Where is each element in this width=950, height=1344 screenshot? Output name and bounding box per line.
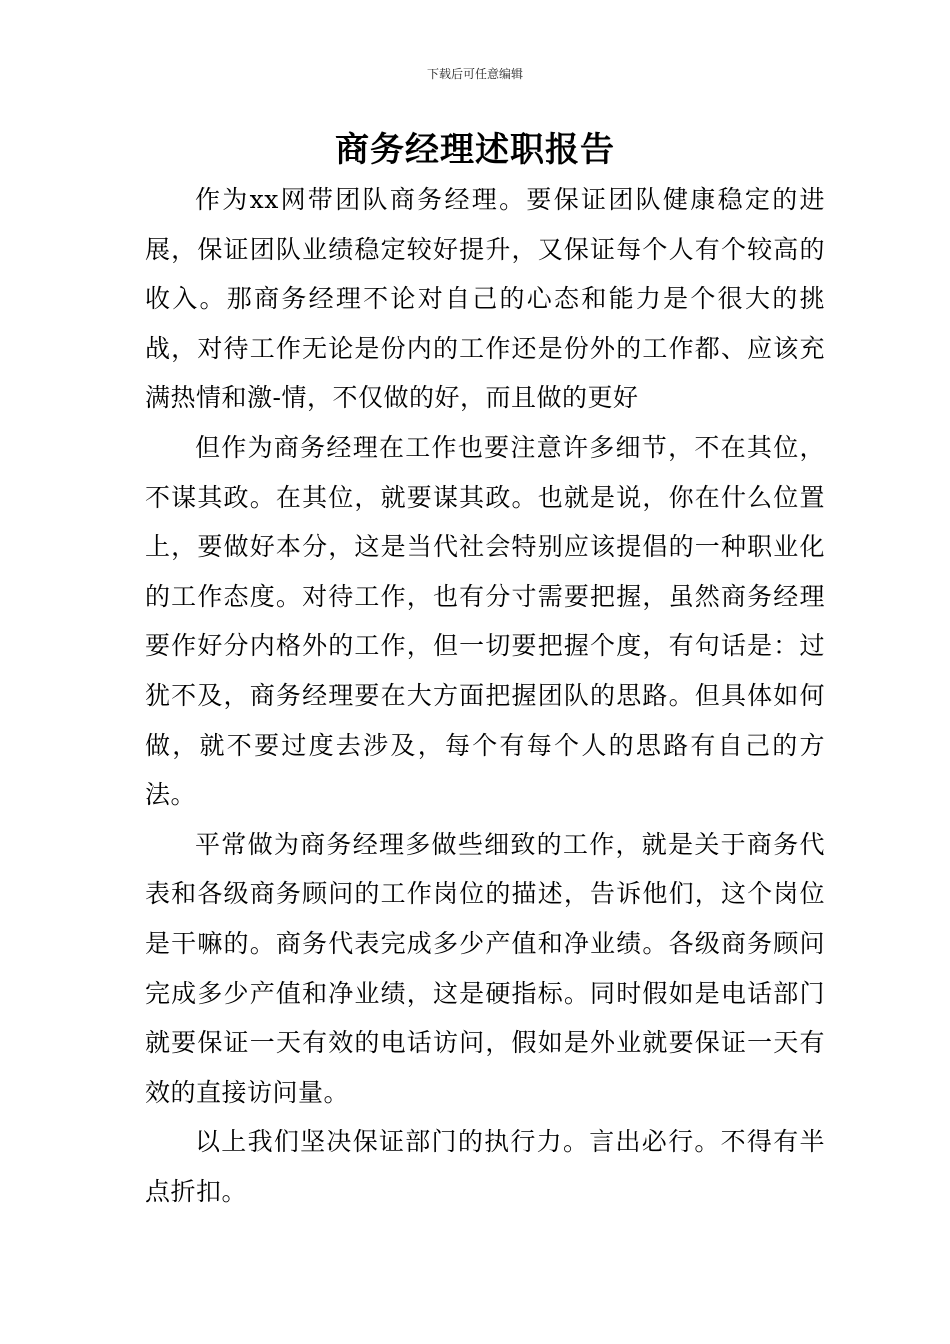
paragraph-1: 作为xx网带团队商务经理。要保证团队健康稳定的进展，保证团队业绩稳定较好提升，又保证每个人有个较高的收入。那商务经理不论对自己的心态和能力是个很大的挑战，对待工作无论是份内的工作还是份外的工作都、应该充满热情和激-情，不仅做的好，而且做的更好: [145, 185, 825, 413]
paragraph-4: 以上我们坚决保证部门的执行力。言出必行。不得有半点折扣。: [145, 1127, 825, 1206]
document-title: 商务经理述职报告: [335, 130, 615, 170]
document-body: [145, 175, 825, 1216]
paragraph-3: 平常做为商务经理多做些细致的工作，就是关于商务代表和各级商务顾问的工作岗位的描述，告诉他们，这个岗位是干嘛的。商务代表完成多少产值和净业绩。各级商务顾问完成多少产值和净业绩，这是硬指标。同时假如是电话部门就要保证一天有效的电话访问，假如是外业就要保证一天有效的直接访问量。: [145, 829, 825, 1107]
paragraph-2: 但作为商务经理在工作也要注意许多细节，不在其位，不谋其政。在其位，就要谋其政。也就是说，你在什么位置上，要做好本分，这是当代社会特别应该提倡的一种职业化的工作态度。对待工作，也有分寸需要把握，虽然商务经理要作好分内格外的工作，但一切要把握个度，有句话是：过犹不及，商务经理要在大方面把握团队的思路。但具体如何做，就不要过度去涉及，每个有每个人的思路有自己的方法。: [145, 432, 825, 810]
header-note: 下载后可任意编辑: [426, 67, 523, 81]
